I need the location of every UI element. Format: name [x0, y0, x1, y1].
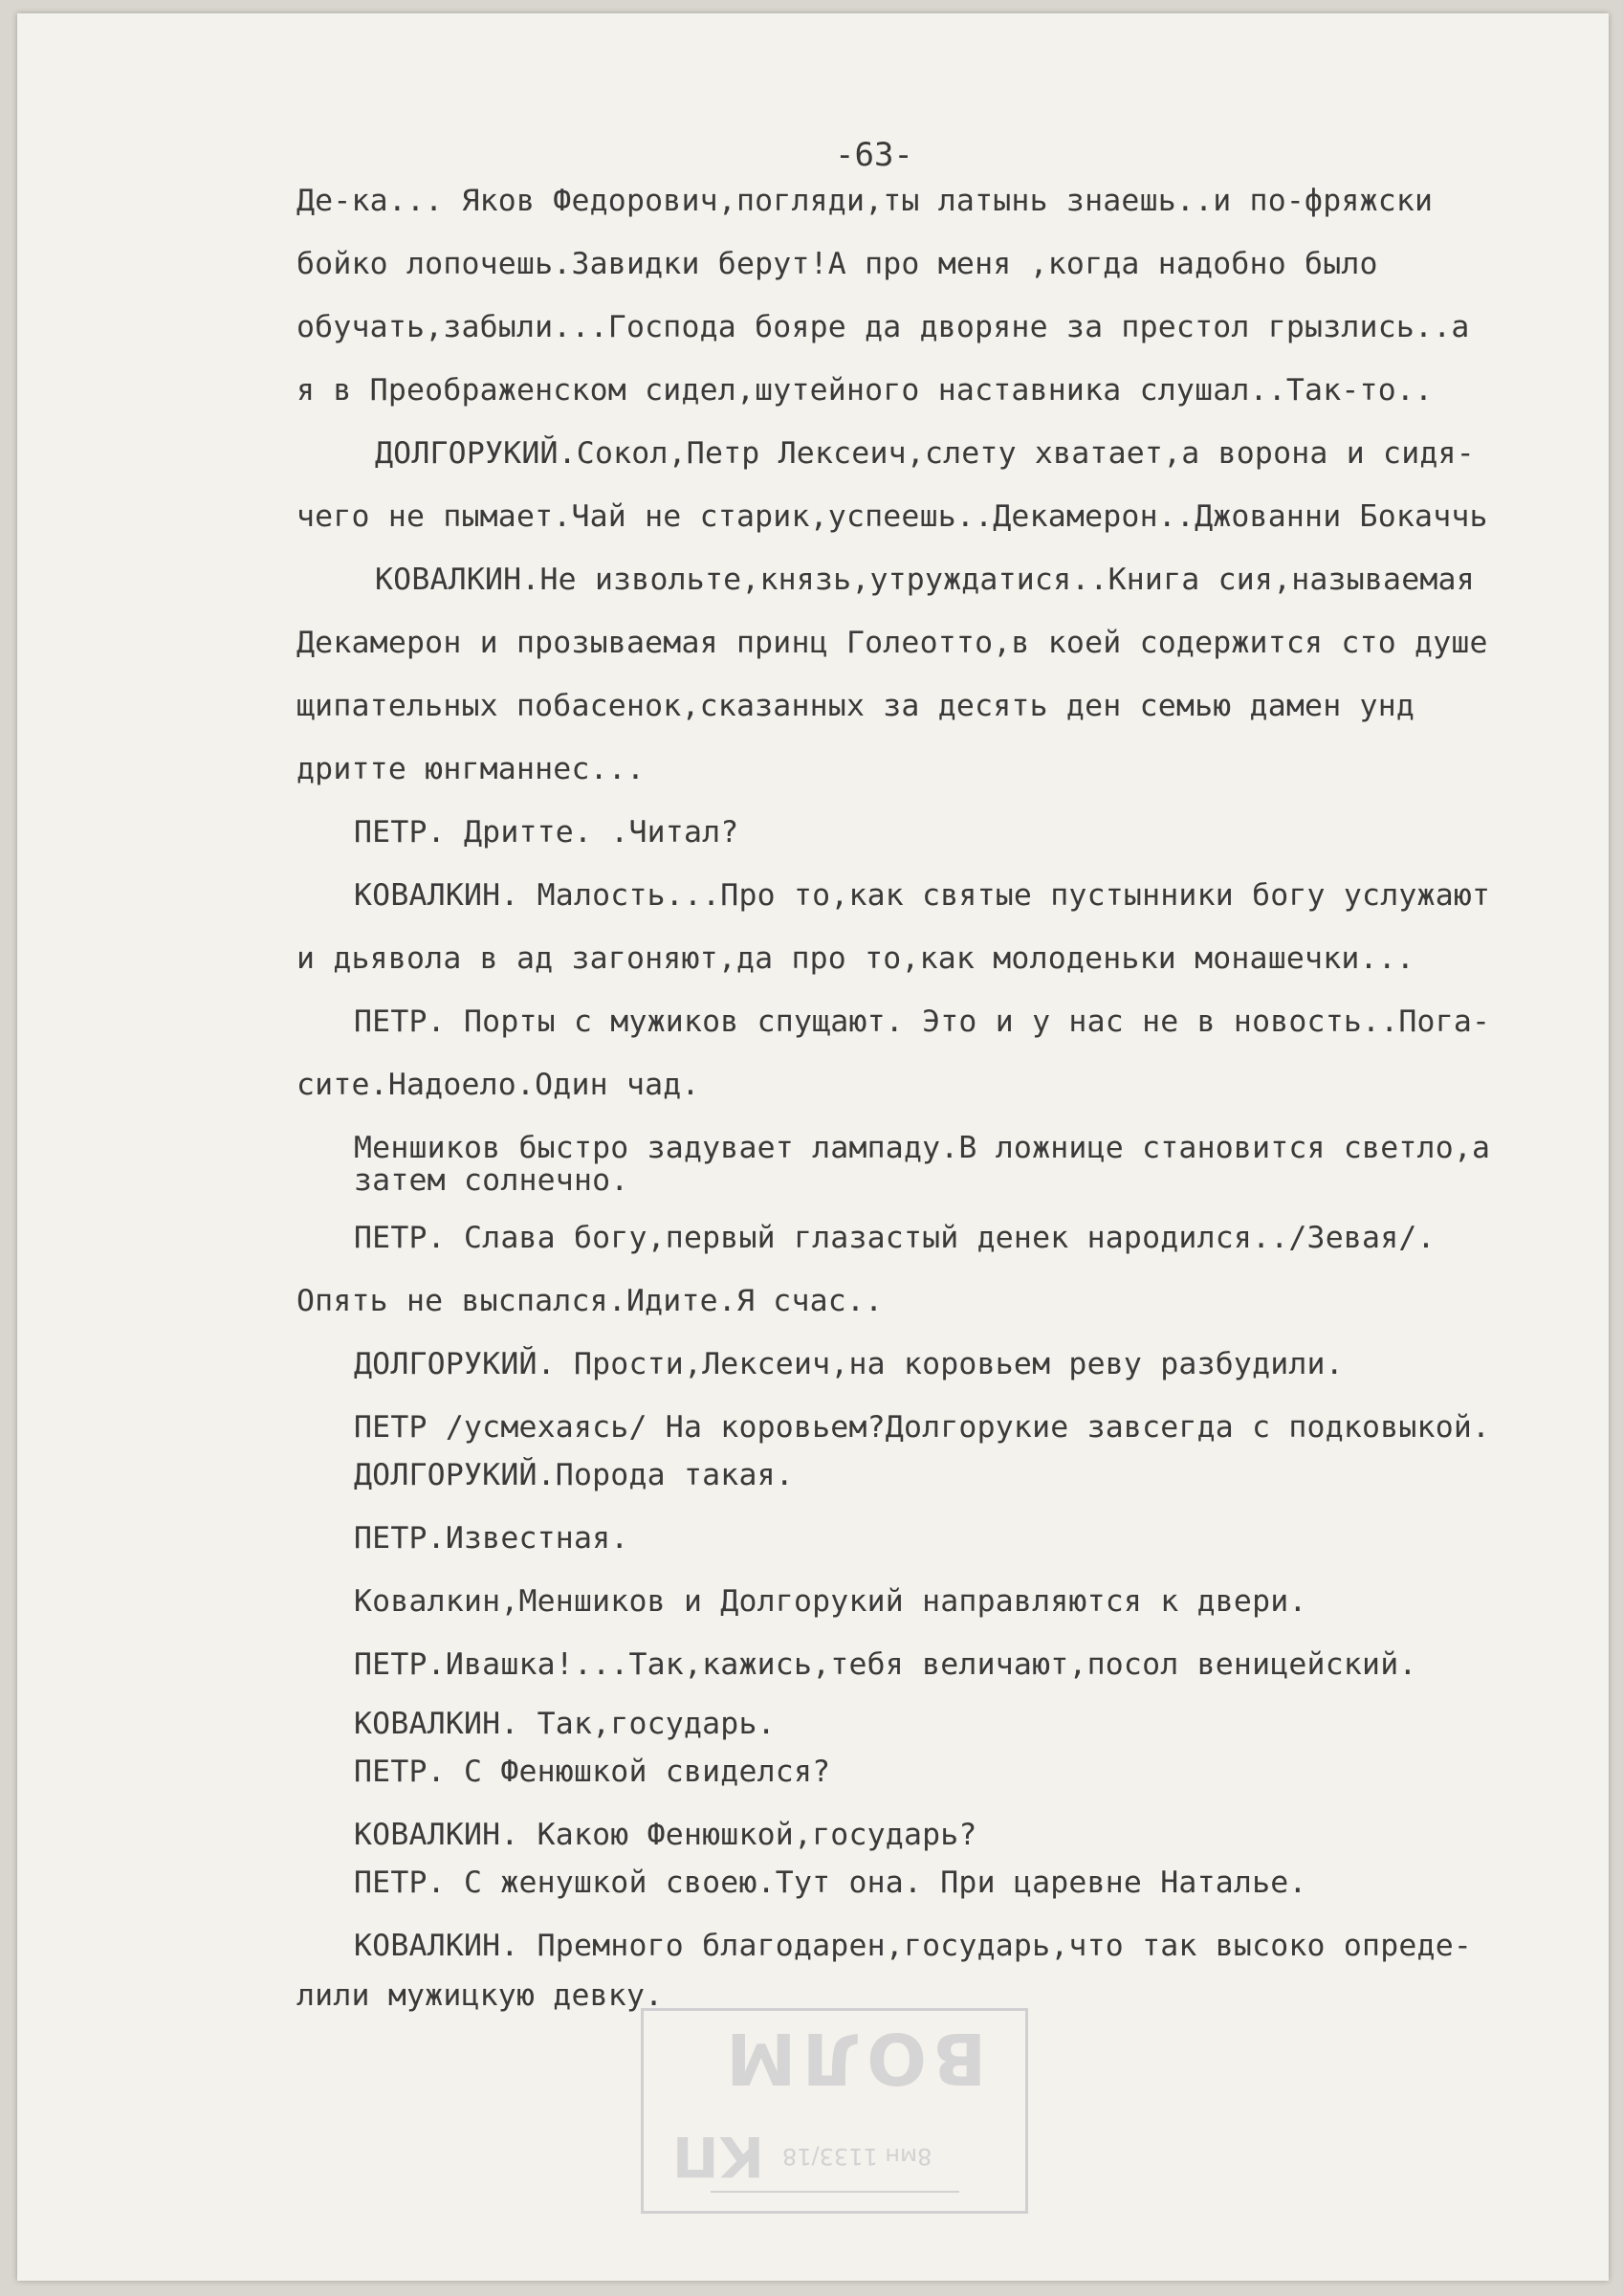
text-line: ПЕТР. Слава богу,первый глазастый денек народился../Зевая/. — [354, 1221, 1436, 1255]
text-line: сите.Надоело.Один чад. — [296, 1068, 700, 1102]
text-line: чего не пымает.Чай не старик,успеешь..Декамерон..Джованни Бокаччь — [296, 499, 1488, 534]
text-line: ДОЛГОРУКИЙ. Прости,Лексеич,на коровьем реву разбудили. — [354, 1347, 1344, 1381]
text-line: лили мужицкую девку. — [296, 1978, 664, 2013]
text-line: бойко лопочешь.Завидки берут!А про меня ,когда надобно было — [296, 247, 1378, 281]
text-line: Декамерон и прозываемая принц Голеотто,в коей содержится сто душе — [296, 626, 1488, 660]
text-line: ПЕТР. Дритте. .Читал? — [354, 815, 739, 850]
text-line: КОВАЛКИН. Какою Фенюшкой,государь? — [354, 1818, 977, 1852]
stamp-underline — [711, 2191, 959, 2193]
text-line: дритте юнгманнес... — [296, 752, 646, 786]
page-number: -63- — [835, 136, 913, 174]
stamp-top-text: ВОЛМ — [720, 2017, 987, 2099]
text-line: Де-ка... Яков Федорович,погляди,ты латынь знаешь..и по-фряжски — [296, 184, 1434, 218]
text-line: КОВАЛКИН.Не извольте,князь,утруждатися..Книга сия,называемая — [375, 563, 1475, 597]
stage-direction: Меншиков быстро задувает лампаду.В ложнице становится светло,а — [354, 1131, 1491, 1165]
text-line: КОВАЛКИН. Так,государь. — [354, 1707, 776, 1741]
text-line: ПЕТР /усмехаясь/ На коровьем?Долгорукие завсегда с подковыкой. — [354, 1410, 1491, 1445]
text-line: и дьявола в ад загоняют,да про то,как молоденьки монашечки... — [296, 941, 1415, 976]
text-line: Опять не выспался.Идите.Я счас.. — [296, 1284, 884, 1318]
text-line: ПЕТР. С женушкой своею.Тут она. При царевне Наталье. — [354, 1866, 1307, 1900]
stage-direction: Ковалкин,Меншиков и Долгорукий направляются к двери. — [354, 1584, 1307, 1619]
text-line: я в Преображенском сидел,шутейного наставника слушал..Так-то.. — [296, 373, 1434, 408]
text-line: КОВАЛКИН. Премного благодарен,государь,что так высоко опреде- — [354, 1929, 1473, 1963]
text-line: ПЕТР.Известная. — [354, 1521, 629, 1556]
museum-stamp — [641, 2008, 1028, 2214]
text-line: ДОЛГОРУКИЙ.Сокол,Петр Лексеич,слету хватает,а ворона и сидя- — [375, 436, 1475, 471]
text-line: ПЕТР. Порты с мужиков спущают. Это и у нас не в новость..Пога- — [354, 1004, 1491, 1039]
stamp-number: 8мн 1133/18 — [782, 2143, 932, 2170]
stage-direction: затем солнечно. — [354, 1163, 629, 1198]
text-line: ПЕТР. С Фенюшкой свиделся? — [354, 1755, 831, 1789]
text-line: ДОЛГОРУКИЙ.Порода такая. — [354, 1458, 794, 1492]
text-line: обучать,забыли...Господа бояре да дворяне за престол грызлись..а — [296, 310, 1470, 344]
text-line: ПЕТР.Ивашка!...Так,кажись,тебя величают,посол веницейский. — [354, 1647, 1417, 1682]
text-line: щипательных побасенок,сказанных за десять ден семью дамен унд — [296, 689, 1415, 723]
text-line: КОВАЛКИН. Малость...Про то,как святые пустынники богу услужают — [354, 878, 1491, 913]
stamp-bottom-text: КП — [672, 2124, 764, 2189]
